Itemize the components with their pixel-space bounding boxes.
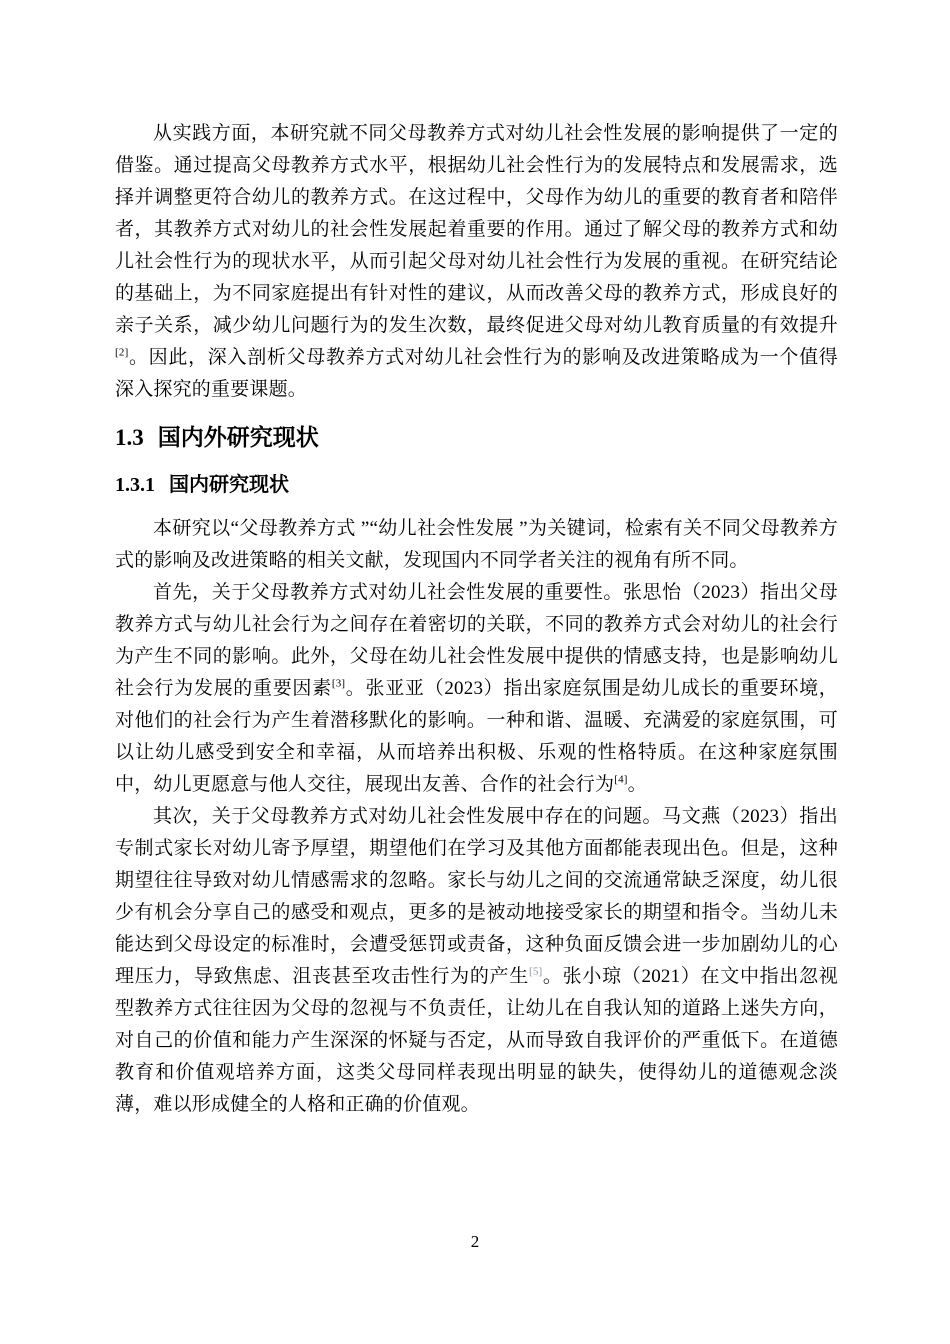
citation-ref: [3]: [331, 677, 346, 690]
page-number: 2: [470, 1232, 480, 1251]
citation-ref: [2]: [115, 346, 129, 359]
section-heading-1-3-1: [115, 471, 838, 499]
section-title: 国内外研究现状: [157, 424, 319, 450]
section-number: 1.3: [115, 425, 144, 450]
paragraph-problems-of-parenting-style: 其次，关于父母教养方式对幼儿社会性发展中存在的问题。马文燕（2023）指出专制式家长对幼儿寄予厚望，期望他们在学习及其他方面都能表现出色。但是，这种期望往往导致对幼儿情感需求的忽略。家长与幼儿之间的交流通常缺乏深度，幼儿很少有机会分享自己的感受和观点，更多的是被动地接受家长的期望和指令。当幼儿未能达到父母设定的标准时，会遭受惩罚或责备，这种负面反馈会进一步加剧幼儿的心理压力，导致焦虑、沮丧甚至攻击性行为的产生[5]。张小琼（2021）在文中指出忽视型教养方式往往因为父母的忽视与不负责任，让幼儿在自我认知的道路上迷失方向，对自己的价值和能力产生深深的怀疑与否定，从而导致自我评价的严重低下。在道德教育和价值观培养方面，这类父母同样表现出明显的缺失，使得幼儿的道德观念淡薄，难以形成健全的人格和正确的价值观。: [115, 806, 839, 1115]
citation-ref: [4]: [614, 773, 628, 786]
subsection-number: 1.3.1: [115, 474, 155, 496]
section-heading-1-3: [115, 422, 838, 453]
paragraph-practical-significance: 从实践方面，本研究就不同父母教养方式对幼儿社会性发展的影响提供了一定的借鉴。通过提高父母教养方式水平，根据幼儿社会性行为的发展特点和发展需求，选择并调整更符合幼儿的教养方式。在这过程中，父母作为幼儿的重要的教育者和陪伴者，其教养方式对幼儿的社会性发展起着重要的作用。通过了解父母的教养方式和幼儿社会性行为的现状水平，从而引起父母对幼儿社会性行为发展的重视。在研究结论的基础上，为不同家庭提出有针对性的建议，从而改善父母的教养方式，形成良好的亲子关系，减少幼儿问题行为的发生次数，最终促进父母对幼儿教育质量的有效提升[2]。因此，深入剖析父母教养方式对幼儿社会性行为的影响及改进策略成为一个值得深入探究的重要课题。: [115, 123, 838, 400]
paragraph-importance-of-parenting-style: 首先，关于父母教养方式对幼儿社会性发展的重要性。张思怡（2023）指出父母教养方式与幼儿社会行为之间存在着密切的关联，不同的教养方式会对幼儿的社会行为产生不同的影响。此外，父母在幼儿社会性发展中提供的情感支持，也是影响幼儿社会行为发展的重要因素[3]。张亚亚（2023）指出家庭氛围是幼儿成长的重要环境，对他们的社会行为产生着潜移默化的影响。一种和谐、温暖、充满爱的家庭氛围，可以让幼儿感受到安全和幸福，从而培养出积极、乐观的性格特质。在这种家庭氛围中，幼儿更愿意与他人交往，展现出友善、合作的社会行为[4]。: [115, 582, 838, 795]
subsection-title: 国内研究现状: [169, 474, 289, 496]
paragraph-keywords-search: 本研究以“父母教养方式 ”“幼儿社会性发展 ”为关键词，检索有关不同父母教养方 式的影响及改进策略的相关文献，发现国内不同学者关注的视角有所不同。: [115, 518, 838, 571]
citation-ref: [5]: [528, 965, 543, 978]
